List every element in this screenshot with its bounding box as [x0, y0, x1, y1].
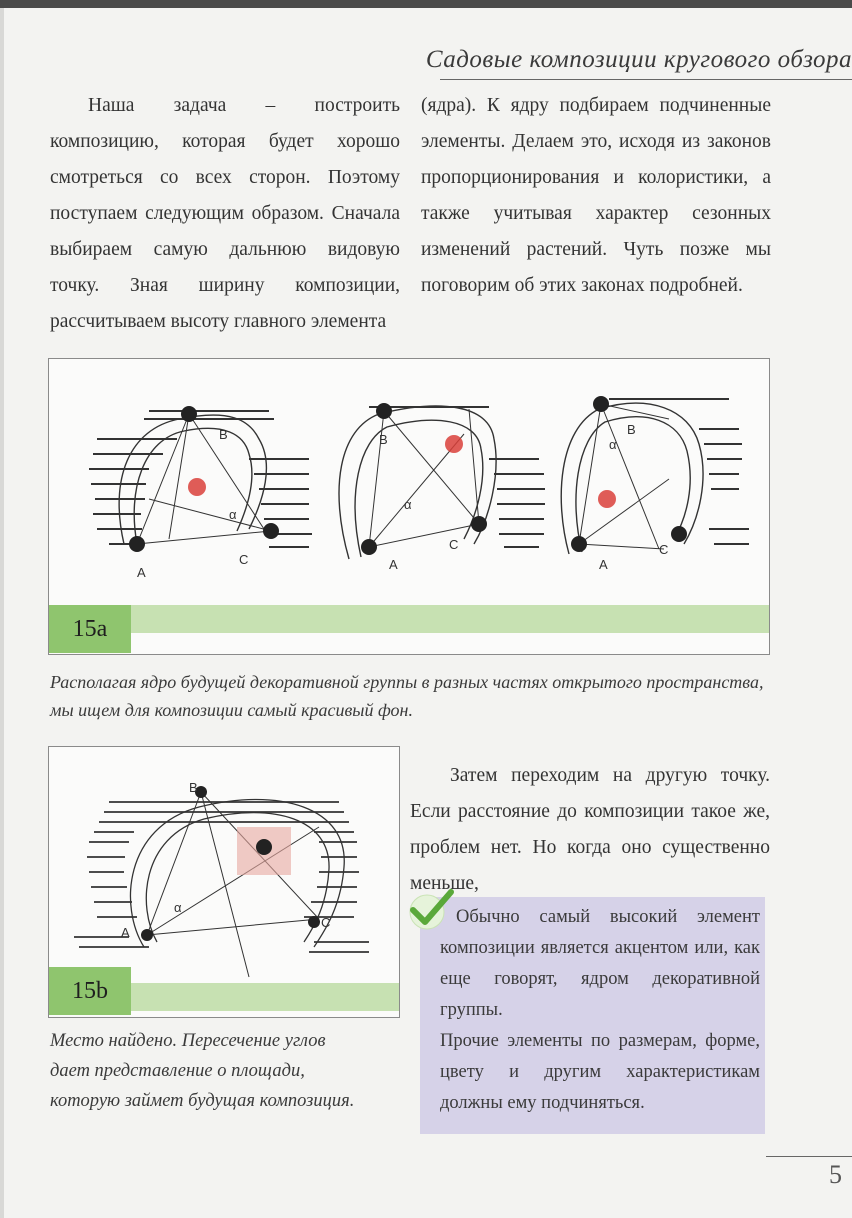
figure-15b-label: 15b [49, 967, 131, 1015]
label-b: B [189, 780, 198, 795]
note-paragraph-2: Прочие элементы по размерам, форме, цвету и другим характеристикам должны ему подчиняться. [440, 1031, 760, 1113]
arch-3-hatch [609, 399, 749, 544]
text-column-right [421, 88, 771, 304]
note-text [440, 902, 760, 1119]
figure-15a-label: 15а [49, 605, 131, 653]
figure-15a-band [131, 605, 769, 633]
point-a [141, 929, 153, 941]
point-b-3 [593, 396, 609, 412]
label-alpha-2: α [404, 497, 412, 512]
label-c: C [321, 915, 331, 930]
point-a-1 [129, 536, 145, 552]
label-a-2: A [389, 557, 398, 572]
point-b-1 [181, 406, 197, 422]
arch-2-hatch [369, 407, 545, 547]
top-edge-bar [0, 0, 852, 8]
running-head: Садовые композиции кругового обзора [425, 46, 852, 73]
label-c-1: C [239, 552, 249, 567]
page-left-edge [0, 8, 4, 1218]
sight-lines-2 [369, 409, 479, 547]
figure-15a-caption: Располагая ядро будущей декоративной группы в разных частях открытого пространства, мы ищем для композиции самый красивый фон. [50, 672, 764, 720]
sight-lines [147, 792, 319, 977]
label-b-1: B [219, 427, 228, 442]
point-a-2 [361, 539, 377, 555]
footer-rule [766, 1156, 852, 1157]
point-c-1 [263, 523, 279, 539]
paragraph-left: Наша задача – построить композицию, которая будет хорошо смотреться со всех сторон. Поэтому поступаем следующим образом. Сначала выбираем самую дальнюю видовую точку. Зная ширину композиции, рассчитываем высоту главного элемента [50, 95, 400, 332]
core-dot-1 [188, 478, 206, 496]
label-b-3: B [627, 422, 636, 437]
figure-15b-band [131, 983, 399, 1011]
sight-lines-3 [579, 404, 669, 549]
arch-2-outer [339, 406, 496, 559]
figure-15a [48, 358, 770, 655]
hatch-background [87, 802, 359, 917]
core-dot-3 [598, 490, 616, 508]
label-c-3: C [659, 542, 669, 557]
text-column-lower [410, 758, 770, 902]
label-c-2: C [449, 537, 459, 552]
label-a: A [121, 925, 130, 940]
text-column-left [50, 88, 400, 340]
point-b-2 [376, 403, 392, 419]
label-b-2: B [379, 432, 388, 447]
point-c [308, 916, 320, 928]
figure-15b-caption: Место найдено. Пересечение углов дает представление о площади, которую займет будущая композиция. [50, 1031, 355, 1111]
paragraph-next: Затем переходим на другую точку. Если расстояние до композиции такое же, проблем нет. Но когда оно существенно меньше, [410, 765, 770, 894]
label-a-3: A [599, 557, 608, 572]
point-a-3 [571, 536, 587, 552]
label-alpha: α [174, 900, 182, 915]
core-dot-2 [445, 435, 463, 453]
checkmark-icon [405, 886, 457, 930]
hatch-left [89, 439, 177, 544]
label-a-1: A [137, 565, 146, 580]
ground-bottom [74, 937, 369, 952]
label-alpha-3: α [609, 437, 617, 452]
figure-15b [48, 746, 400, 1018]
paragraph-right: (ядра). К ядру подбираем подчиненные элементы. Делаем это, исходя из законов пропорционирования и колористики, а также учитывая характер сезонных изменений растений. Чуть позже мы поговорим об этих законах подробней. [421, 95, 771, 296]
page-number: 5 [829, 1160, 842, 1189]
note-paragraph-1: Обычно самый высокий элемент композиции является акцентом или, как еще говорят, ядром декоративной группы. [440, 907, 760, 1020]
header-rule [440, 79, 852, 80]
point-c-3 [671, 526, 687, 542]
core-point [256, 839, 272, 855]
point-c-2 [471, 516, 487, 532]
label-alpha-1: α [229, 507, 237, 522]
